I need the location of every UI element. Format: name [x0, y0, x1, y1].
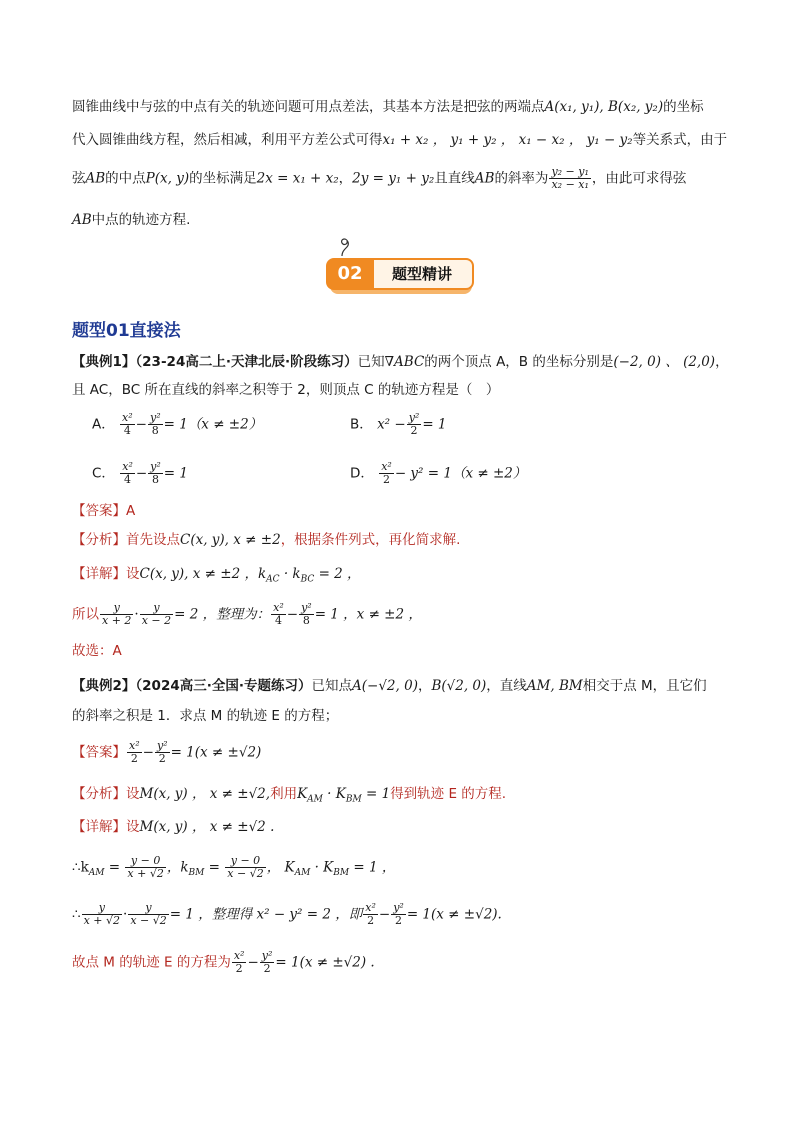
option-math: = 1	[422, 416, 447, 433]
intro-math: AB	[72, 212, 92, 228]
subscript: AM	[307, 794, 323, 805]
detail-math: = 2 ，整理为：	[174, 606, 271, 623]
analysis-math: M(x, y) ， x ≠ ±√2,	[139, 786, 271, 802]
fraction-numerator: x²	[233, 949, 245, 962]
ex2-math: AM, BM	[526, 678, 583, 694]
fraction-numerator: y	[100, 602, 133, 615]
fraction-denominator: x − √2	[227, 867, 264, 880]
intro-text: 等关系式，由于	[632, 132, 728, 148]
ex1-text: 且 AC，BC 所在直线的斜率之积等于 2，则顶点 C 的轨迹方程是（ ）	[72, 382, 500, 398]
fraction-denominator: x + 2	[102, 614, 132, 627]
fraction-denominator: x + √2	[127, 867, 164, 880]
detail-math: · k	[279, 566, 301, 582]
detail-text: 设	[126, 819, 140, 835]
option-b	[350, 412, 734, 437]
intro-math: x₁ + x₂ ， y₁ + y₂ ， x₁ − x₂ ， y₁ − y₂	[382, 132, 633, 148]
ex1-text: ，	[715, 354, 729, 370]
fraction-numerator: x²	[273, 601, 284, 614]
intro-math: 2y = y₁ + y₂	[352, 170, 435, 187]
fraction-denominator: x − 2	[141, 614, 172, 627]
fraction	[391, 902, 406, 927]
intro-text: 圆锥曲线中与弦的中点有关的轨迹问题可用点差法，其基本方法是把弦的两端点	[72, 99, 545, 115]
fraction-numerator: y − 0	[225, 855, 265, 868]
slope-fraction	[549, 166, 590, 191]
analysis-text: 首先设点	[126, 532, 180, 548]
analysis-text: ，根据条件列式，再化简求解.	[280, 532, 461, 548]
detail-math: =	[104, 859, 125, 876]
fraction-denominator: 4	[274, 614, 282, 627]
intro-text: 的坐标满足	[189, 170, 257, 187]
answer-value: A	[126, 503, 136, 519]
intro-text: ，由此可求得弦	[591, 170, 687, 187]
fraction-denominator: 2	[263, 962, 271, 975]
fraction-numerator: y²	[150, 460, 161, 473]
option-c: C． $\frac{\text{x²}}{4}$ − $\frac{\text{y²}}{8}$ = 1	[92, 460, 188, 486]
subscript: BM	[345, 794, 362, 805]
fraction	[260, 950, 275, 975]
fraction-denominator: 2	[158, 752, 166, 765]
ex2-text: 的斜率之积是 1．求点 M 的轨迹 E 的方程；	[72, 708, 339, 724]
option-math: − y² = 1（x ≠ ±2）	[394, 465, 527, 482]
fraction-numerator: y₂ − y₁	[551, 165, 589, 178]
analysis-tag: 【分析】	[72, 532, 126, 548]
fraction	[100, 602, 133, 627]
fraction	[232, 950, 247, 975]
analysis-text: 利用	[270, 786, 298, 802]
intro-text: ，	[338, 170, 353, 187]
fraction	[140, 602, 173, 627]
fraction	[299, 602, 314, 627]
ex2-math: B(√2, 0)	[431, 678, 487, 694]
ex1-source: （23-24高二上·天津北辰·阶段练习）	[135, 354, 358, 370]
fraction-numerator: y	[82, 902, 122, 915]
intro-line-2	[72, 130, 734, 150]
answer-tag: 【答案】	[72, 503, 126, 519]
fraction-denominator: 2	[383, 473, 391, 486]
intro-math: AB	[474, 170, 495, 187]
analysis-text: 得到轨迹 E 的方程.	[390, 786, 507, 802]
ex1-tag: 【典例1】	[72, 354, 136, 370]
ex1-text: 的两个顶点 A，B 的坐标分别是	[424, 354, 614, 370]
fraction	[155, 740, 170, 765]
fraction	[225, 855, 265, 880]
ex2-step-2: ∴ $\frac{y}{x + √2}$ · $\frac{y}{x - √2}$ = 1 ，整理得 x² − y² = 2 ，即 $\frac{\text{x²}}{2}$ − $\frac{\text{y²}}{2}$ = 1(x ≠ ±√2).	[72, 901, 502, 927]
fraction-denominator: 8	[151, 424, 159, 437]
analysis-math: = 1	[361, 786, 391, 802]
fraction-numerator: y²	[393, 901, 404, 914]
option-label: B．	[350, 416, 373, 433]
ex2-math: A(−√2, 0)	[352, 678, 418, 694]
subscript: BC	[300, 574, 315, 585]
ex1-answer	[72, 501, 734, 521]
ex2-analysis	[72, 784, 734, 810]
fraction-denominator: x − √2	[130, 914, 167, 927]
answer-math: = 1(x ≠ ±√2)	[170, 744, 262, 761]
fraction	[125, 855, 165, 880]
fraction-denominator: x₂ − x₁	[551, 178, 589, 191]
intro-text: 的坐标	[663, 99, 704, 115]
fraction	[407, 412, 422, 437]
fraction-denominator: 8	[302, 614, 310, 627]
fraction-denominator: 2	[367, 914, 375, 927]
intro-text: 的中点	[105, 170, 146, 187]
analysis-math: · K	[322, 786, 346, 802]
fraction	[120, 412, 135, 437]
ex1-stem-line-2	[72, 380, 734, 400]
ex1-math: (−2, 0) 、 (2,0)	[613, 354, 716, 370]
ex1-detail	[72, 564, 734, 590]
analysis-math: C(x, y), x ≠ ±2	[180, 532, 281, 548]
intro-line-1	[72, 97, 734, 117]
fraction-numerator: y²	[156, 739, 168, 752]
ex2-text: 已知点	[311, 678, 352, 694]
intro-line-3	[72, 166, 734, 191]
option-d	[350, 461, 734, 486]
fraction-denominator: 2	[235, 962, 243, 975]
ex1-stem-line-1	[72, 352, 734, 372]
detail-math: ， K	[266, 859, 295, 876]
intro-math: P(x, y)	[145, 170, 190, 187]
ex2-text: ，	[417, 678, 432, 694]
fraction-denominator: 4	[123, 424, 131, 437]
fraction-denominator: 2	[395, 914, 402, 927]
intro-math: 2x = x₁ + x₂	[256, 170, 339, 187]
final-text: 故点 M 的轨迹 E 的方程为	[72, 954, 231, 971]
intro-text: 弦	[72, 170, 86, 187]
fraction-numerator: y²	[301, 601, 312, 614]
intro-math: AB	[85, 170, 106, 187]
fraction-numerator: y²	[261, 949, 273, 962]
option-math: = 1	[163, 465, 188, 482]
fraction	[363, 902, 378, 927]
fraction-denominator: 2	[130, 752, 138, 765]
ex2-final: 故点 M 的轨迹 E 的方程为 $\frac{\text{x²}}{2}$ − $\frac{\text{y²}}{2}$ = 1(x ≠ ±√2) .	[72, 949, 375, 975]
answer-tag: 【答案】	[72, 744, 126, 761]
fraction-numerator: x²	[381, 460, 392, 473]
ex2-stem-line-1	[72, 676, 734, 696]
fraction	[148, 461, 163, 486]
detail-math: ∴k	[72, 859, 89, 876]
ex1-choose	[72, 641, 734, 661]
fraction	[379, 461, 394, 486]
detail-text: 所以	[72, 606, 99, 623]
subscript: BM	[188, 868, 205, 879]
detail-math: C(x, y), x ≠ ±2 ，k	[139, 566, 267, 582]
ex1-math: ∇ABC	[384, 354, 425, 370]
ex2-text: 相交于点 M，且它们	[582, 678, 707, 694]
fraction	[128, 902, 168, 927]
detail-tag: 【详解】	[72, 819, 126, 835]
final-math: = 1(x ≠ ±√2) .	[275, 954, 375, 971]
fraction-numerator: x²	[129, 739, 140, 752]
detail-math: =	[204, 859, 225, 876]
intro-text: 代入圆锥曲线方程，然后相减，利用平方差公式可得	[72, 132, 383, 148]
badge-label: 题型精讲	[370, 258, 474, 290]
detail-tag: 【详解】	[72, 566, 126, 582]
fraction-numerator: y	[140, 602, 173, 615]
option-math: x² −	[377, 416, 406, 433]
intro-text: 的斜率为	[494, 170, 549, 187]
detail-math: = 1 ，整理得 x² − y² = 2 ，即	[169, 906, 363, 923]
ex1-so-line: 所以 $\frac{y}{x + 2}$ · $\frac{y}{x - 2}$ = 2 ，整理为： $\frac{\text{x²}}{4}$ − $\frac{\text{y²}}{8}$ = 1 ，x ≠ ±2 ，	[72, 601, 422, 627]
fraction	[127, 740, 142, 765]
fraction	[82, 902, 122, 927]
fraction-denominator: 8	[151, 473, 159, 486]
fraction-numerator: x²	[122, 460, 133, 473]
subscript: AC	[266, 574, 280, 585]
ex2-stem-line-2	[72, 706, 734, 726]
option-a: A． $\frac{\text{x²}}{4}$ − $\frac{\text{y²}}{8}$ = 1（x ≠ ±2）	[92, 411, 263, 437]
detail-math: = 1 ，	[349, 859, 396, 876]
fraction-denominator: 2	[410, 424, 418, 437]
fraction-numerator: y − 0	[125, 855, 165, 868]
ex2-tag: 【典例2】	[72, 678, 136, 694]
intro-math: A(x₁, y₁), B(x₂, y₂)	[544, 99, 664, 115]
fraction	[148, 412, 163, 437]
detail-math: = 1 ，x ≠ ±2 ，	[314, 606, 422, 623]
fraction-denominator: x + √2	[83, 914, 121, 927]
intro-text: 中点的轨迹方程.	[91, 212, 191, 228]
ex2-detail	[72, 817, 734, 837]
fraction-numerator: x²	[365, 901, 376, 914]
subscript: BM	[333, 868, 350, 879]
ex2-answer: 【答案】 $\frac{\text{x²}}{2}$ − $\frac{\text{y²}}{2}$ = 1(x ≠ ±√2)	[72, 739, 262, 765]
subscript: AM	[294, 868, 311, 879]
analysis-math: K	[297, 786, 308, 802]
detail-math: M(x, y) ， x ≠ ±√2 .	[139, 819, 275, 835]
subscript: AM	[88, 868, 105, 879]
detail-math: ，k	[166, 859, 189, 876]
section-title: 题型01直接法	[72, 321, 181, 341]
detail-math: · K	[310, 859, 334, 876]
section-badge	[326, 254, 474, 294]
analysis-tag: 【分析】	[72, 786, 126, 802]
detail-math: = 1(x ≠ ±√2).	[406, 906, 502, 923]
ex1-text: 已知	[357, 354, 385, 370]
fraction-numerator: y²	[149, 411, 161, 424]
intro-line-4	[72, 210, 734, 230]
option-math: = 1（x ≠ ±2）	[163, 416, 263, 433]
option-label: C．	[92, 465, 115, 482]
ex2-step-1	[72, 855, 734, 883]
fraction-numerator: y	[128, 902, 168, 915]
intro-text: 且直线	[434, 170, 475, 187]
fraction	[120, 461, 135, 486]
detail-text: 设	[126, 566, 140, 582]
analysis-text: 设	[126, 786, 140, 802]
option-label: A．	[92, 416, 115, 433]
detail-math: = 2 ，	[314, 566, 361, 582]
fraction-numerator: x²	[122, 411, 133, 424]
ex1-analysis	[72, 530, 734, 550]
fraction-denominator: 4	[124, 473, 132, 486]
ex2-source: （2024高三·全国·专题练习）	[135, 678, 312, 694]
option-label: D．	[350, 465, 374, 482]
ex2-text: ，直线	[486, 678, 527, 694]
fraction-numerator: y²	[408, 411, 420, 424]
badge-number: 02	[326, 258, 374, 290]
detail-math: ∴	[72, 906, 81, 923]
fraction	[271, 602, 286, 627]
choose-text: 故选：A	[72, 643, 122, 659]
